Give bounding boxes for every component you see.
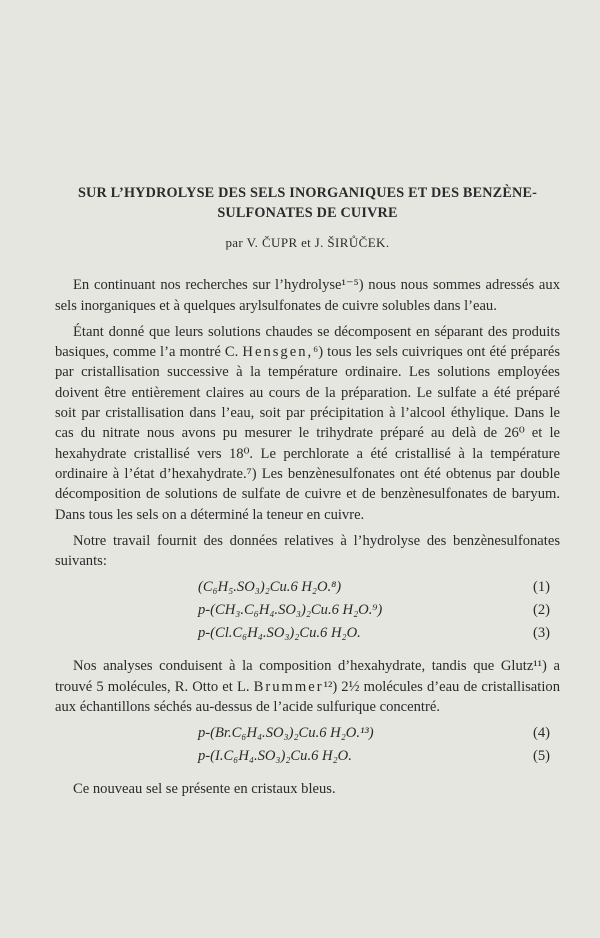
paragraph-2 (55, 322, 560, 525)
paragraph-2-text-b: ⁶) tous les sels cuivriques ont été préparés par cristallisation successive à la température ordinaire. Les solutions employées doivent être entièrement claires au cours de la préparation. Le sulfate a été préparé soit par cristallisation dans l’eau, soit par précipitation à l’alcool éthylique. Dans le cas du nitrate nous avons pu mesurer le trihydrate préparé au delà de 26⁰ et le hexahydrate cristallisé vers 18⁰. Le perchlorate a été cristallisé à la température ordinaire à l’état d’hexahydrate.⁷) Les benzènesulfonates ont été obtenus par double décomposition de solutions de sulfate de cuivre et de benzènesulfonates de baryum. Dans tous les sels on a déterminé la teneur en cuivre. (55, 344, 560, 523)
formula-row (55, 746, 560, 769)
formula-row (55, 723, 560, 746)
formula-expression: p-(I.C₆H₄.SO₃)₂Cu.6 H₂O. (198, 748, 352, 765)
paragraph-5: Ce nouveau sel se présente en cristaux bleus. (73, 781, 336, 798)
author-reference-hensgen: Hensgen, (242, 344, 314, 361)
paragraph-2-text-a: Étant donné que leurs solutions chaudes se décomposent en séparant des produits basiques, comme l’a montré C. (55, 323, 560, 361)
author-cupr: V. ČUPR (246, 235, 298, 250)
formula-number: (3) (532, 625, 550, 642)
paragraph-4-text-b: ¹²) 2½ molécules d’eau de cristallisation aux échantillons séchés au-dessus de l’acide sulfurique concentré. (55, 678, 560, 716)
formula-expression: p-(Br.C₆H₄.SO₃)₂Cu.6 H₂O.¹³) (198, 725, 374, 742)
formula-row (55, 600, 560, 623)
author-reference-brummer: Brummer (253, 678, 324, 695)
formula-block-1 (55, 577, 560, 646)
title-line-1: SUR L’HYDROLYSE DES SELS INORGANIQUES ET DES BENZÈNE- (77, 185, 538, 201)
paragraph-4-text-a: Nos analyses conduisent à la composition d’hexahydrate, tandis que Glutz¹¹) a trouvé 5 molécules, R. Otto et L. (55, 658, 560, 695)
formula-expression: (C₆H₅.SO₃)₂Cu.6 H₂O.⁸) (198, 579, 342, 596)
by-word: par (225, 235, 243, 250)
formula-number: (5) (532, 748, 550, 765)
formula-number: (2) (532, 602, 550, 619)
paragraph-1: En continuant nos recherches sur l’hydrolyse¹⁻⁵) nous nous sommes adressés aux sels inorganiques et à quelques arylsulfonates de cuivre solubles dans l’eau. (55, 277, 560, 314)
formula-expression: p-(CH₃.C₆H₄.SO₃)₂Cu.6 H₂O.⁹) (198, 602, 383, 619)
author-line (55, 233, 560, 253)
paragraph-3: Notre travail fournit des données relatives à l’hydrolyse des benzènesulfonates suivants: (55, 532, 560, 570)
formula-row (55, 577, 560, 600)
formula-row (55, 623, 560, 646)
article-title (55, 183, 560, 223)
formula-expression: p-(Cl.C₆H₄.SO₃)₂Cu.6 H₂O. (198, 625, 361, 642)
title-line-2: SULFONATES DE CUIVRE (217, 205, 398, 221)
paragraph-4 (55, 656, 560, 717)
formula-number: (4) (532, 725, 550, 742)
formula-block-2 (55, 723, 560, 769)
author-sirucek: J. ŠIRŮČEK. (314, 235, 390, 250)
and-word: et (301, 235, 312, 250)
article-body (55, 183, 560, 806)
formula-number: (1) (532, 579, 550, 596)
